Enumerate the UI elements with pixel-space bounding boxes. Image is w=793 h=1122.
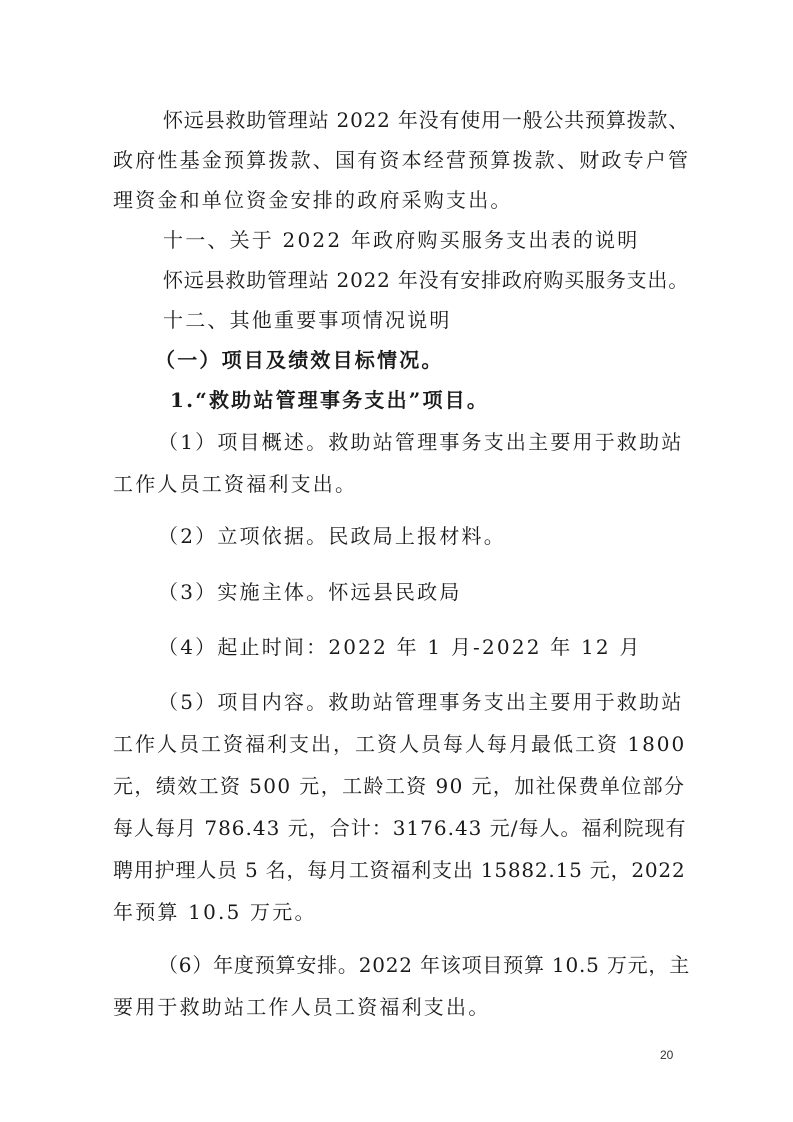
section-heading-12: 十二、其他重要事项情况说明 [163,308,452,332]
paragraph-1-line-1: 怀远县救助管理站 2022 年没有使用一般公共预算拨款、 [163,108,690,132]
item-5-line-3: 元，绩效工资 500 元，工龄工资 90 元，加社保费单位部分 [113,774,686,798]
item-1-line-1: （1）项目概述。救助站管理事务支出主要用于救助站 [158,430,684,454]
paragraph-1-line-3: 理资金和单位资金安排的政府采购支出。 [113,188,513,212]
paragraph-1-line-2: 政府性基金预算拨款、国有资本经营预算拨款、财政专户管 [113,148,691,172]
item-3: （3）实施主体。怀远县民政局 [158,580,462,604]
subheading-project-title: 1.“救助站管理事务支出”项目。 [170,388,490,412]
item-5-line-2: 工作人员工资福利支出，工资人员每人每月最低工资 1800 [113,732,687,756]
subheading-project-goals: （一）项目及绩效目标情况。 [155,348,444,372]
page-number: 20 [660,1048,674,1062]
paragraph-2: 怀远县救助管理站 2022 年没有安排政府购买服务支出。 [163,268,690,292]
section-heading-11: 十一、关于 2022 年政府购买服务支出表的说明 [163,228,640,252]
item-4: （4）起止时间：2022 年 1 月-2022 年 12 月 [158,635,642,659]
item-5-line-6: 年预算 10.5 万元。 [113,900,317,924]
item-6-line-2: 要用于救助站工作人员工资福利支出。 [113,995,491,1019]
item-5-line-4: 每人每月 786.43 元，合计：3176.43 元/每人。福利院现有 [113,816,687,840]
item-6-line-1: （6）年度预算安排。2022 年该项目预算 10.5 万元，主 [158,953,691,977]
item-1-line-2: 工作人员工资福利支出。 [113,472,358,496]
item-2: （2）立项依据。民政局上报材料。 [158,524,506,548]
item-5-line-1: （5）项目内容。救助站管理事务支出主要用于救助站 [158,690,684,714]
item-5-line-5: 聘用护理人员 5 名，每月工资福利支出 15882.15 元，2022 [113,858,686,882]
